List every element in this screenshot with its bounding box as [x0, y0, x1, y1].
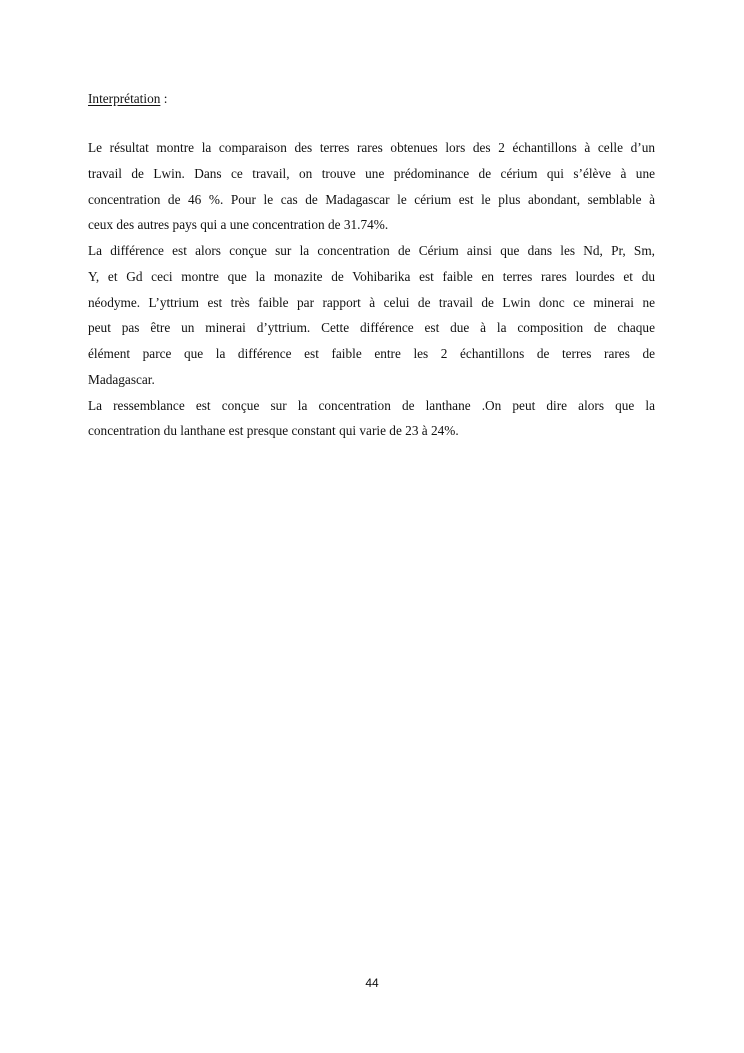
- text-line: ceux des autres pays qui a une concentration de 31.74%.: [88, 217, 389, 233]
- text-line: Y, et Gd ceci montre que la monazite de Vohibarika est faible en terres rares lourdes et du: [88, 268, 655, 284]
- page-number: 44: [365, 976, 379, 990]
- body-text: [88, 138, 655, 447]
- heading-colon: :: [160, 91, 168, 106]
- text-line: La différence est alors conçue sur la concentration de Cérium ainsi que dans les Nd, Pr, Sm,: [88, 243, 655, 258]
- text-line: travail de Lwin. Dans ce travail, on trouve une prédominance de cérium qui s’élève à une: [88, 165, 655, 181]
- text-line: Le résultat montre la comparaison des terres rares obtenues lors des 2 échantillons à celle d’un: [88, 140, 655, 155]
- text-line: Madagascar.: [88, 371, 155, 387]
- heading-label: Interprétation: [88, 91, 161, 106]
- section-heading: [88, 89, 167, 109]
- text-line: élément parce que la différence est faible entre les 2 échantillons de terres rares de: [88, 346, 655, 361]
- text-line: peut pas être un minerai d’yttrium. Cette différence est due à la composition de chaque: [88, 320, 655, 336]
- text-line: néodyme. L’yttrium est très faible par rapport à celui de travail de Lwin donc ce minerai ne: [88, 294, 655, 310]
- text-line: La ressemblance est conçue sur la concentration de lanthane .On peut dire alors que la: [88, 397, 655, 413]
- text-line: concentration de 46 %. Pour le cas de Madagascar le cérium est le plus abondant, semblable à: [88, 191, 655, 207]
- text-line: concentration du lanthane est presque constant qui varie de 23 à 24%.: [88, 423, 459, 439]
